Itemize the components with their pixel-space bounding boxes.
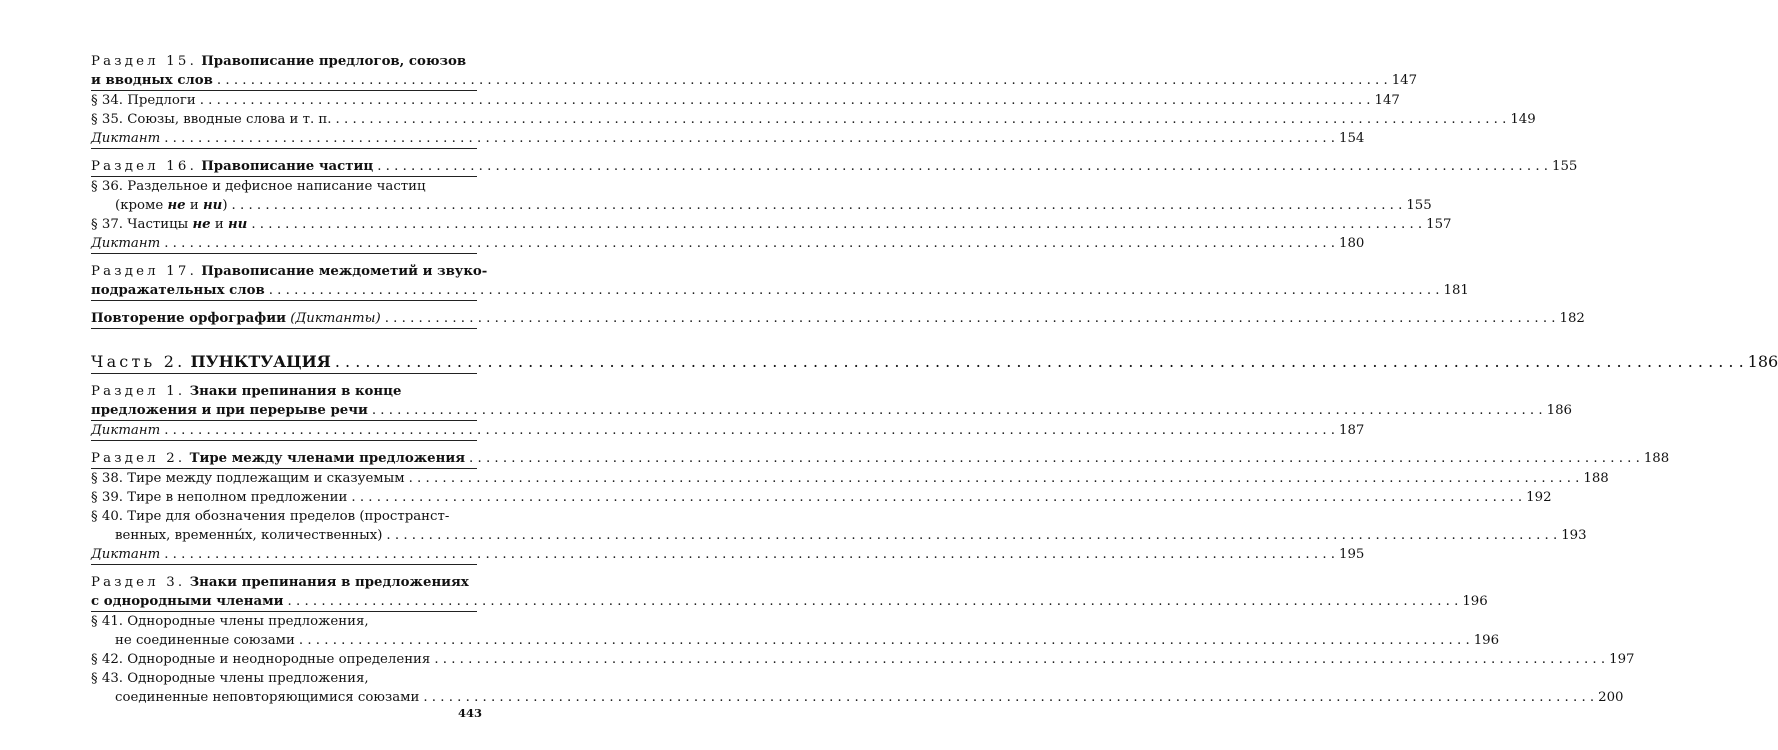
page-ref: 147 bbox=[1391, 73, 1418, 88]
page-ref: 188 bbox=[1583, 471, 1609, 486]
toc-entry[interactable] bbox=[91, 110, 1536, 129]
dot-leader bbox=[405, 469, 1584, 488]
particle-ni: ни bbox=[227, 217, 248, 232]
section-label: Раздел 17. bbox=[91, 264, 198, 279]
p2-section1-heading[interactable] bbox=[91, 382, 477, 401]
dot-leader bbox=[381, 309, 1560, 328]
entry-text: (кроме bbox=[115, 198, 168, 213]
toc-entry[interactable] bbox=[91, 177, 477, 196]
page-ref: 182 bbox=[1559, 311, 1585, 326]
review-subtitle: (Диктанты) bbox=[290, 311, 381, 326]
entry-title: § 43. Однородные члены предложения, bbox=[91, 671, 369, 686]
section-title: с однородными членами bbox=[91, 594, 284, 609]
page-ref: 196 bbox=[1473, 633, 1500, 648]
page-ref: 193 bbox=[1561, 528, 1587, 543]
page-ref: 192 bbox=[1526, 490, 1552, 505]
section-title: предложения и при перерыве речи bbox=[91, 403, 368, 418]
toc-entry[interactable] bbox=[91, 650, 1635, 669]
p2-section1-heading-cont[interactable] bbox=[91, 401, 1572, 420]
entry-title: не соединенные союзами bbox=[115, 633, 295, 648]
page-ref: 200 bbox=[1598, 690, 1624, 705]
toc-entry-cont[interactable] bbox=[91, 631, 1500, 650]
toc-entry[interactable] bbox=[91, 488, 1552, 507]
toc-entry-cont[interactable] bbox=[91, 196, 1432, 215]
dot-leader bbox=[160, 545, 1339, 564]
page-number: 443 bbox=[458, 706, 483, 720]
page-ref: 188 bbox=[1643, 451, 1670, 466]
entry-title: Диктант bbox=[91, 423, 161, 438]
toc-entry-cont[interactable] bbox=[91, 688, 1624, 707]
entry-title: венных, временны́х, количественных) bbox=[115, 528, 383, 543]
particle-ne: не bbox=[167, 198, 186, 213]
dot-leader bbox=[332, 110, 1511, 129]
entry-title: Диктант bbox=[91, 236, 161, 251]
dot-leader bbox=[160, 234, 1339, 253]
part-title: ПУНКТУАЦИЯ bbox=[190, 352, 331, 371]
section-label: Раздел 3. bbox=[91, 575, 186, 590]
dot-leader bbox=[247, 215, 1426, 234]
entry-title: Диктант bbox=[91, 131, 161, 146]
section16-heading[interactable] bbox=[91, 157, 1578, 176]
toc-entry[interactable] bbox=[91, 215, 1452, 234]
dot-leader bbox=[284, 592, 1463, 611]
p2-section3-heading-cont[interactable] bbox=[91, 592, 1488, 611]
entry-title: Диктант bbox=[91, 547, 161, 562]
dot-leader bbox=[213, 71, 1392, 90]
dot-leader bbox=[160, 421, 1339, 440]
dot-leader bbox=[160, 129, 1339, 148]
review-title: Повторение орфографии bbox=[91, 311, 287, 326]
dot-leader bbox=[465, 449, 1644, 468]
dot-leader bbox=[331, 351, 1748, 373]
toc-entry[interactable] bbox=[91, 91, 1400, 110]
page-ref: 155 bbox=[1406, 198, 1432, 213]
entry-text: и bbox=[210, 217, 228, 232]
table-of-contents bbox=[91, 52, 1778, 707]
page-ref: 155 bbox=[1552, 159, 1578, 174]
toc-entry-dictation[interactable] bbox=[91, 234, 1365, 253]
section-label: Раздел 2. bbox=[91, 451, 186, 466]
toc-entry-cont[interactable] bbox=[91, 526, 1587, 545]
particle-ni: ни bbox=[202, 198, 223, 213]
dot-leader bbox=[265, 281, 1444, 300]
entry-text: и bbox=[185, 198, 203, 213]
section17-heading-cont[interactable] bbox=[91, 281, 1469, 300]
section-title: подражательных слов bbox=[91, 283, 265, 298]
toc-entry[interactable] bbox=[91, 669, 477, 688]
entry-title: § 40. Тире для обозначения пределов (пространст- bbox=[91, 509, 450, 524]
part2-heading[interactable] bbox=[91, 351, 1778, 373]
entry-title: § 34. Предлоги bbox=[91, 93, 196, 108]
page-ref: 180 bbox=[1339, 236, 1365, 251]
dot-leader bbox=[228, 196, 1407, 215]
section-label: Раздел 1. bbox=[91, 384, 186, 399]
page-ref: 186 bbox=[1546, 403, 1572, 418]
section-title: Правописание предлогов, союзов bbox=[201, 54, 467, 69]
dot-leader bbox=[368, 401, 1547, 420]
entry-title: § 35. Союзы, вводные слова и т. п. bbox=[91, 112, 332, 127]
entry-title: § 39. Тире в неполном предложении bbox=[91, 490, 348, 505]
page-ref: 187 bbox=[1339, 423, 1365, 438]
section15-heading[interactable] bbox=[91, 52, 477, 71]
toc-entry[interactable] bbox=[91, 507, 477, 526]
review-heading[interactable] bbox=[91, 309, 1585, 328]
toc-entry-dictation[interactable] bbox=[91, 421, 1365, 440]
section15-heading-cont[interactable] bbox=[91, 71, 1418, 90]
entry-text: ) bbox=[222, 198, 228, 213]
entry-title: соединенные неповторяющимися союзами bbox=[115, 690, 420, 705]
p2-section2-heading[interactable] bbox=[91, 449, 1670, 468]
dot-leader bbox=[295, 631, 1474, 650]
entry-title: § 36. Раздельное и дефисное написание частиц bbox=[91, 179, 426, 194]
section-title: и вводных слов bbox=[91, 73, 213, 88]
section-title: Знаки препинания в конце bbox=[189, 384, 402, 399]
entry-title: § 38. Тире между подлежащим и сказуемым bbox=[91, 471, 405, 486]
entry-title: § 41. Однородные члены предложения, bbox=[91, 614, 369, 629]
page-ref: 154 bbox=[1339, 131, 1365, 146]
page-ref: 196 bbox=[1462, 594, 1488, 609]
dot-leader bbox=[373, 157, 1552, 176]
particle-ne: не bbox=[192, 217, 211, 232]
page-ref: 149 bbox=[1510, 112, 1536, 127]
dot-leader bbox=[196, 91, 1375, 110]
toc-entry-dictation[interactable] bbox=[91, 545, 1365, 564]
p2-section3-heading[interactable] bbox=[91, 573, 477, 592]
section-title: Знаки препинания в предложениях bbox=[189, 575, 469, 590]
section-title: Правописание частиц bbox=[201, 159, 374, 174]
dot-leader bbox=[419, 688, 1598, 707]
toc-entry-dictation[interactable] bbox=[91, 129, 1365, 148]
page-ref: 195 bbox=[1339, 547, 1365, 562]
page-ref: 186 bbox=[1747, 352, 1778, 371]
section-label: Раздел 16. bbox=[91, 159, 198, 174]
part-label: Часть 2. bbox=[91, 352, 186, 371]
toc-entry[interactable] bbox=[91, 612, 477, 631]
dot-leader bbox=[382, 526, 1561, 545]
page-ref: 197 bbox=[1609, 652, 1635, 667]
dot-leader bbox=[430, 650, 1609, 669]
section-title: Тире между членами предложения bbox=[189, 451, 466, 466]
toc-entry[interactable] bbox=[91, 469, 1609, 488]
page-ref: 157 bbox=[1426, 217, 1452, 232]
section-title: Правописание междометий и звуко- bbox=[201, 264, 488, 279]
section17-heading[interactable] bbox=[91, 262, 488, 281]
entry-text: § 37. Частицы bbox=[91, 217, 193, 232]
entry-title: § 42. Однородные и неоднородные определения bbox=[91, 652, 431, 667]
dot-leader bbox=[347, 488, 1526, 507]
page-ref: 181 bbox=[1443, 283, 1469, 298]
section-label: Раздел 15. bbox=[91, 54, 198, 69]
page-ref: 147 bbox=[1374, 93, 1400, 108]
